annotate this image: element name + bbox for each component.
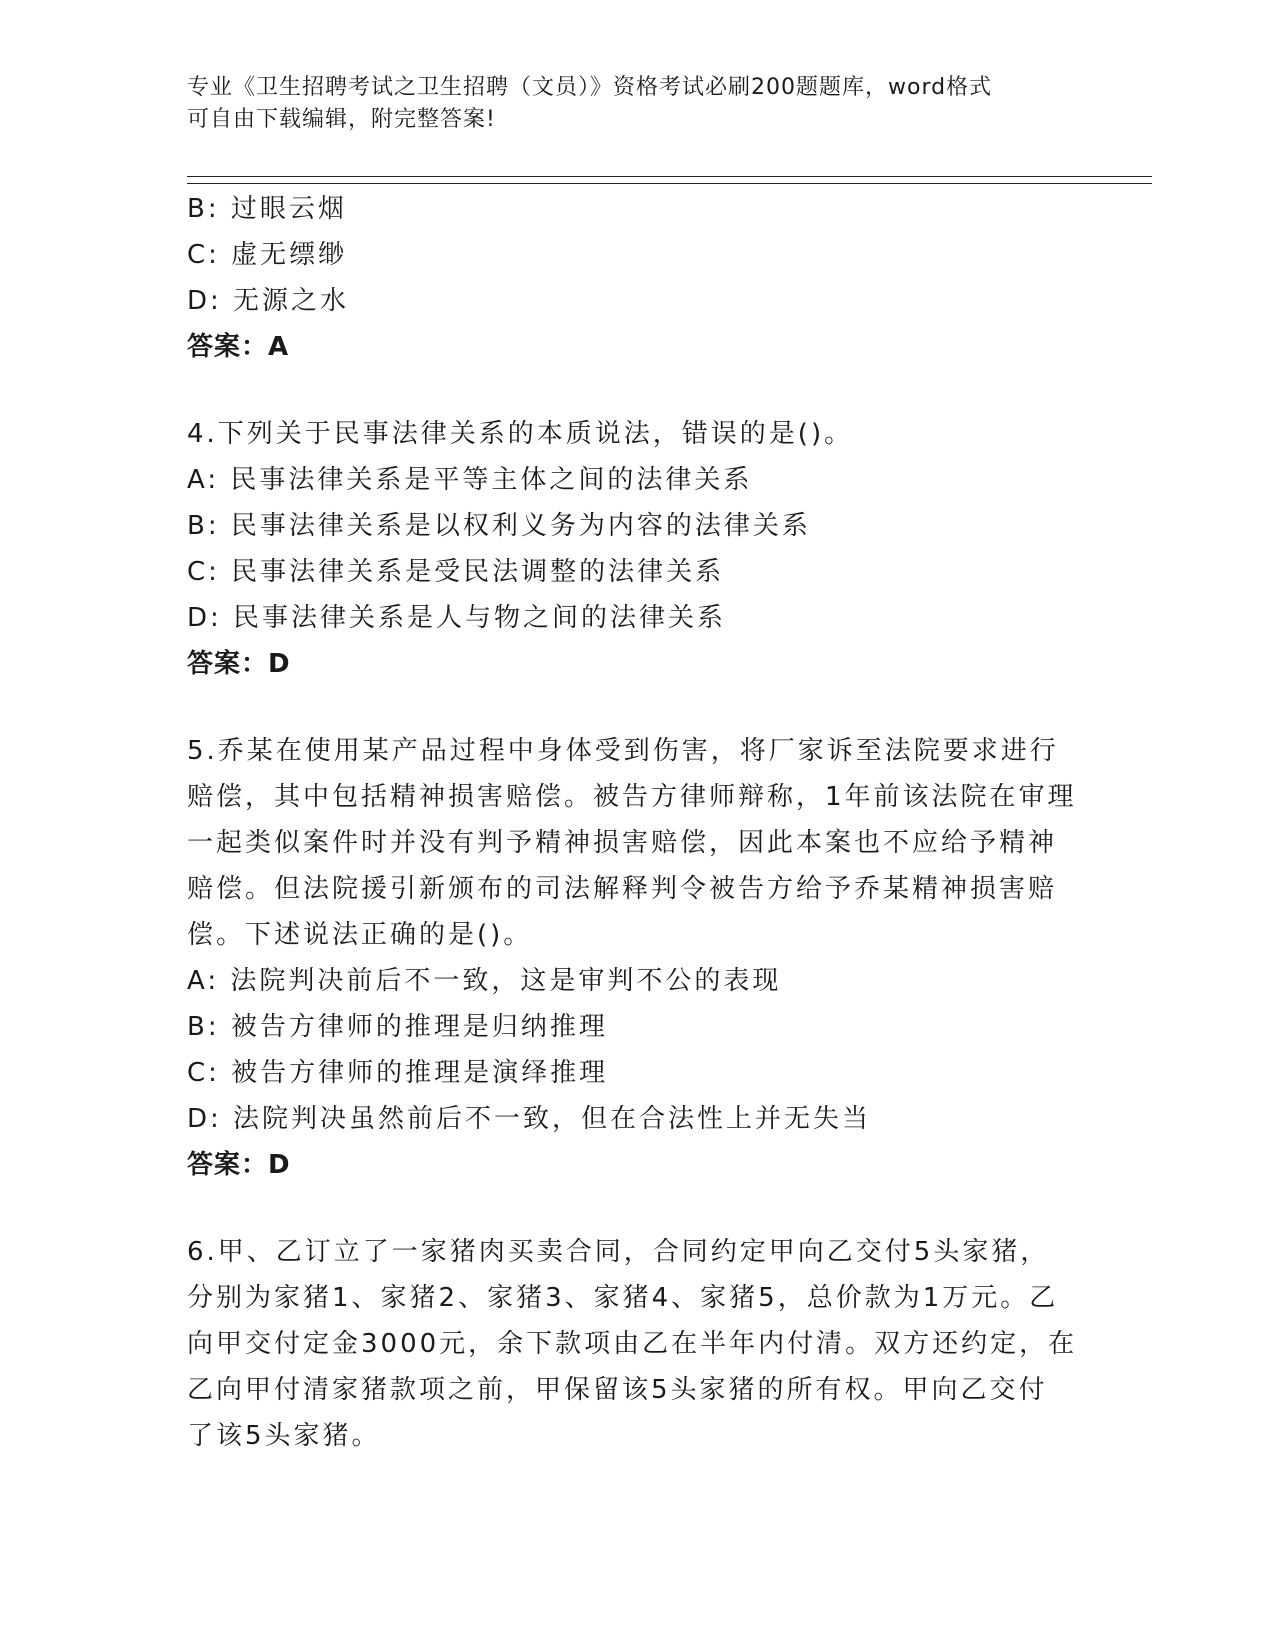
option-a: A: 法院判决前后不一致，这是审判不公的表现 [187, 966, 782, 996]
answer-line: 答案：D [187, 649, 291, 679]
question-stem [187, 1229, 1087, 1459]
stem-line: 向甲交付定金3000元，余下款项由乙在半年内付清。双方还约定，在 [187, 1329, 1078, 1359]
stem-line: 赔偿。但法院援引新颁布的司法解释判令被告方给予乔某精神损害赔 [187, 874, 1058, 904]
question-5 [187, 728, 1087, 1188]
stem-line: 偿。下述说法正确的是()。 [187, 920, 533, 950]
option-c: C: 虚无缥缈 [187, 240, 348, 270]
stem-line: 6.甲、乙订立了一家猪肉买卖合同，合同约定甲向乙交付5头家猪， [187, 1237, 1050, 1267]
stem-line: 赔偿，其中包括精神损害赔偿。被告方律师辩称，1年前该法院在审理 [187, 782, 1077, 812]
stem-line: 5.乔某在使用某产品过程中身体受到伤害，将厂家诉至法院要求进行 [187, 736, 1059, 766]
option-a: A: 民事法律关系是平等主体之间的法律关系 [187, 465, 753, 495]
answer-line: 答案：D [187, 1150, 291, 1180]
stem-line: 分别为家猪1、家猪2、家猪3、家猪4、家猪5，总价款为1万元。乙 [187, 1283, 1059, 1313]
stem-line: 了该5头家猪。 [187, 1421, 381, 1451]
stem-line: 乙向甲付清家猪款项之前，甲保留该5头家猪的所有权。甲向乙交付 [187, 1375, 1048, 1405]
stem-line: 一起类似案件时并没有判予精神损害赔偿，因此本案也不应给予精神 [187, 828, 1058, 858]
document-header [187, 72, 1067, 136]
question-4 [187, 411, 1087, 687]
answer-line: 答案：A [187, 332, 290, 362]
spacer [187, 370, 1087, 411]
option-d: D: 法院判决虽然前后不一致，但在合法性上并无失当 [187, 1104, 872, 1134]
option-d: D: 民事法律关系是人与物之间的法律关系 [187, 603, 727, 633]
option-c: C: 民事法律关系是受民法调整的法律关系 [187, 557, 725, 587]
question-3-tail [187, 186, 1087, 370]
option-d: D: 无源之水 [187, 286, 350, 316]
question-content [187, 186, 1087, 1459]
header-divider-top [187, 176, 1152, 177]
option-b: B: 被告方律师的推理是归纳推理 [187, 1012, 608, 1042]
question-stem: 4.下列关于民事法律关系的本质说法，错误的是()。 [187, 419, 854, 449]
header-title-line-2: 可自由下载编辑，附完整答案! [187, 107, 496, 132]
spacer [187, 1188, 1087, 1229]
header-title-line-1: 专业《卫生招聘考试之卫生招聘（文员）》资格考试必刷200题题库，word格式 [187, 75, 993, 100]
option-b: B: 民事法律关系是以权利义务为内容的法律关系 [187, 511, 811, 541]
question-6 [187, 1229, 1087, 1459]
option-c: C: 被告方律师的推理是演绎推理 [187, 1058, 609, 1088]
option-b: B: 过眼云烟 [187, 194, 347, 224]
question-stem [187, 728, 1087, 958]
spacer [187, 687, 1087, 728]
header-divider-bottom [187, 183, 1152, 184]
